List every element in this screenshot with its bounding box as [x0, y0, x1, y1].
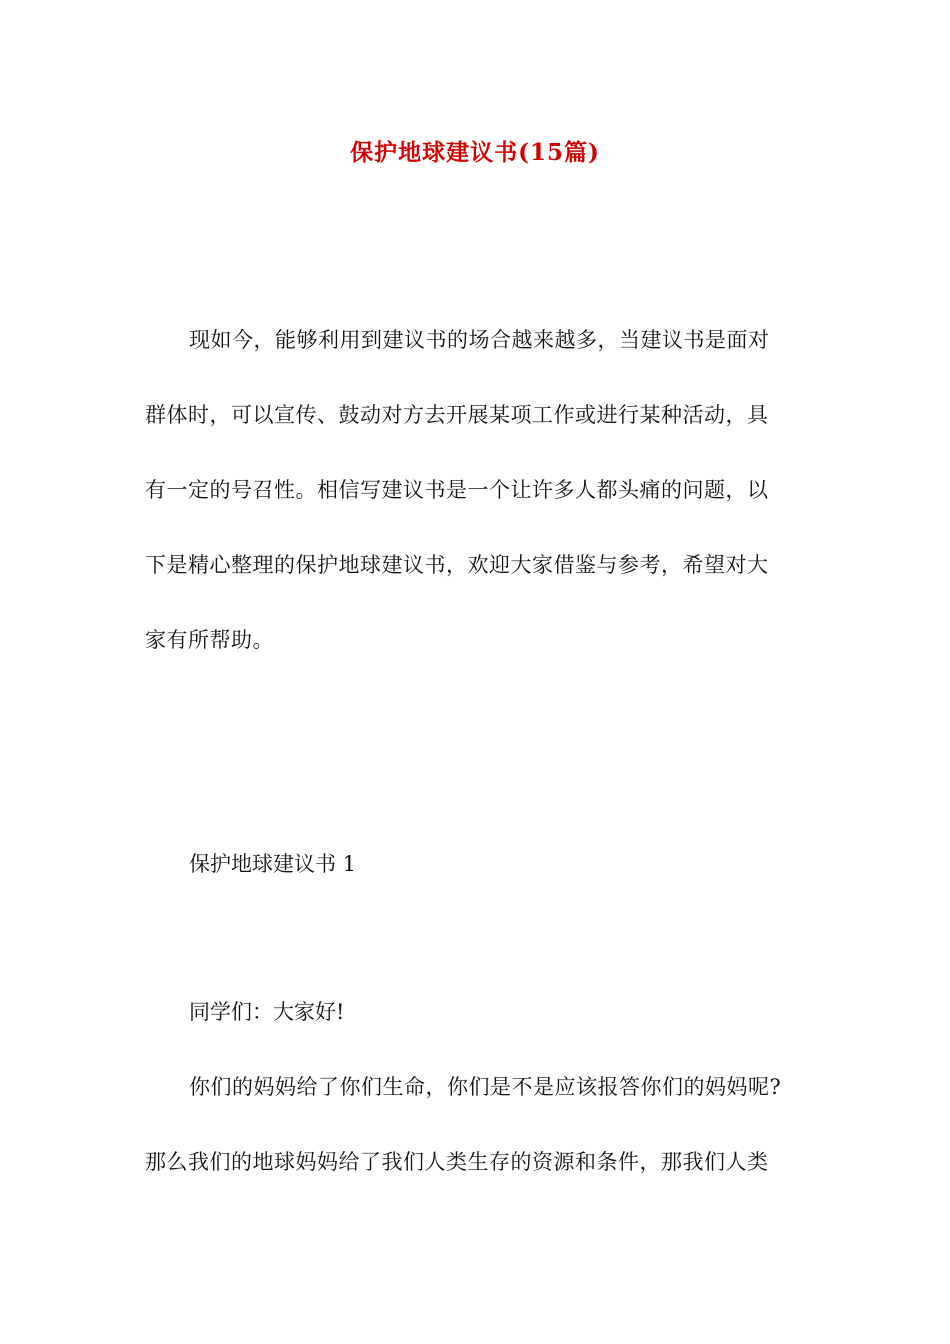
body-paragraph	[145, 1063, 815, 1213]
text-line: 下是精心整理的保护地球建议书，欢迎大家借鉴与参考，希望对大	[145, 553, 769, 577]
document-title: 保护地球建议书(15篇)	[350, 139, 600, 166]
intro-paragraph	[145, 316, 805, 691]
text-line: 现如今，能够利用到建议书的场合越来越多，当建议书是面对	[189, 328, 770, 352]
text-line: 那么我们的地球妈妈给了我们人类生存的资源和条件，那我们人类	[145, 1150, 769, 1174]
section-heading: 保护地球建议书 1	[189, 852, 357, 876]
text-line: 群体时，可以宣传、鼓动对方去开展某项工作或进行某种活动，具	[145, 403, 769, 427]
text-line: 有一定的号召性。相信写建议书是一个让许多人都头痛的问题，以	[145, 478, 769, 502]
text-line: 你们的妈妈给了你们生命，你们是不是应该报答你们的妈妈呢?	[189, 1075, 782, 1099]
text-line: 家有所帮助。	[145, 628, 274, 652]
greeting-line: 同学们：大家好!	[189, 1000, 345, 1024]
